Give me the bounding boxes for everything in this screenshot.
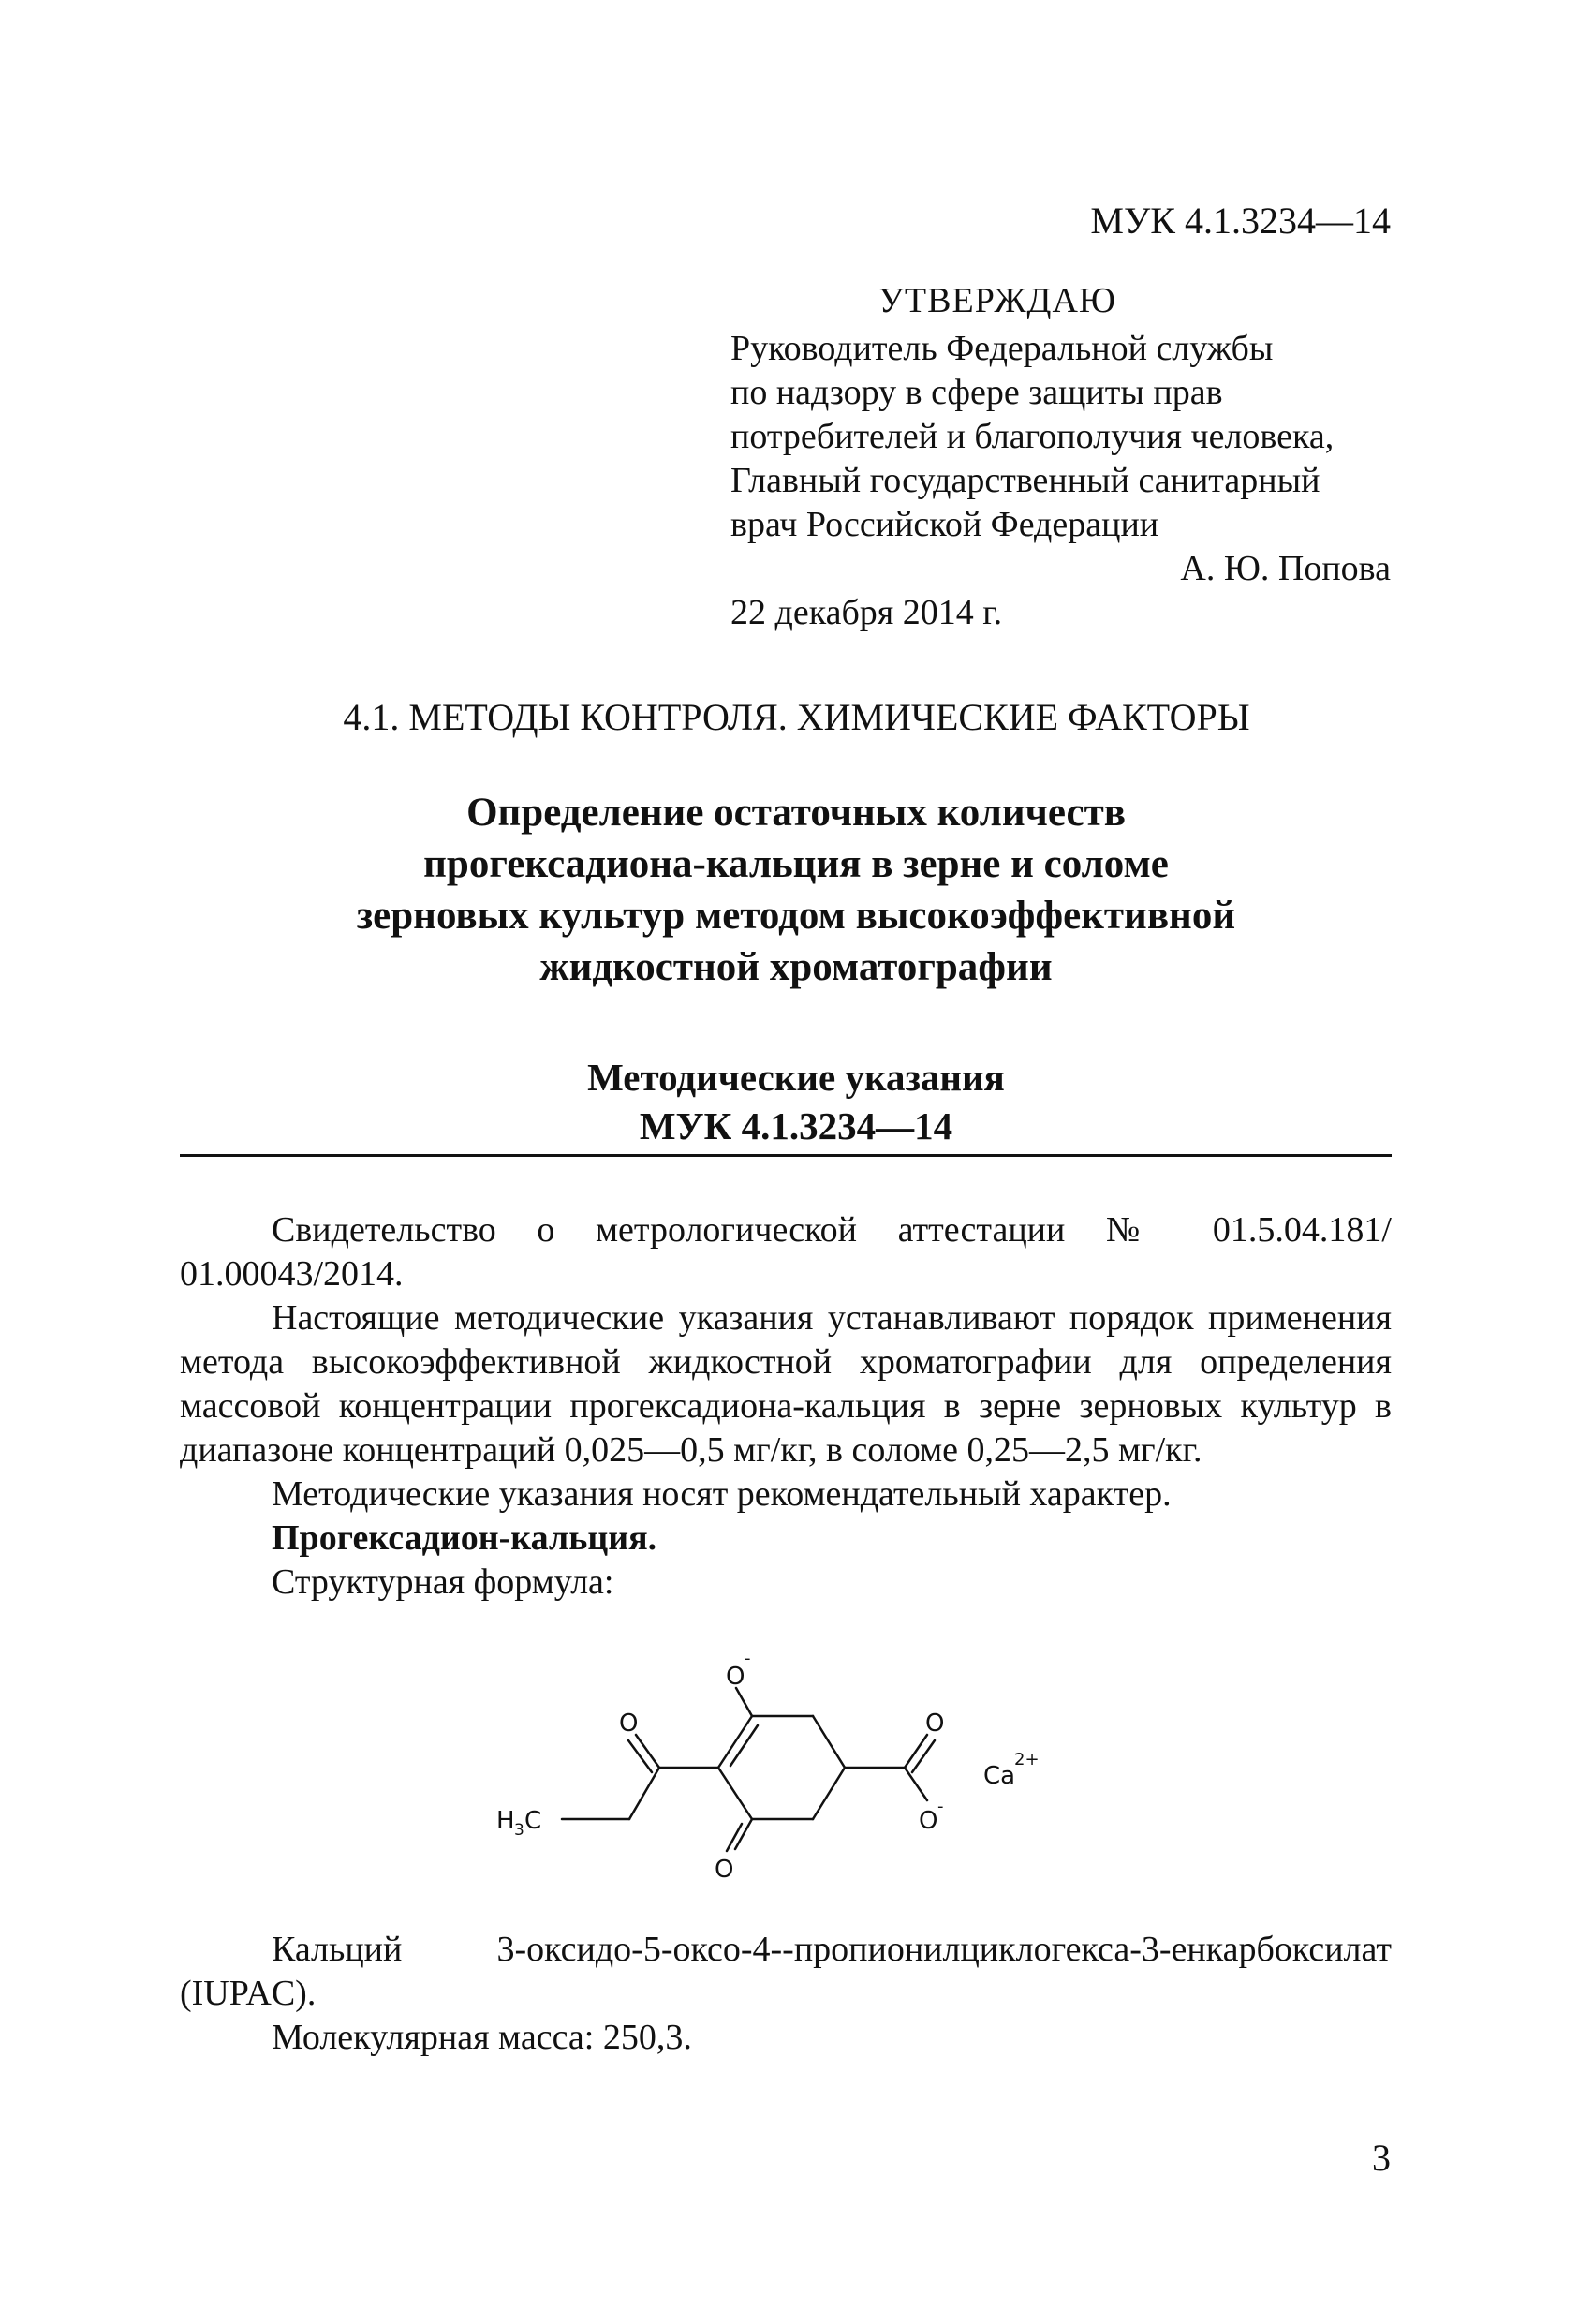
substance-name: Прогексадион-кальция. [272,1518,657,1558]
main-title-line: прогексадиона-кальция в зерне и соломе [423,842,1169,886]
recommendation-paragraph: Методические указания носят рекомендательный характер. [272,1474,1172,1514]
methyl-c: C [524,1807,542,1835]
oxygen-ring-bottom: O [715,1856,734,1884]
approval-block [730,279,1391,635]
scope-paragraph: Настоящие методические указания устанавливают порядок применения метода высокоэффективной жидкостной хроматографии для определения массовой концентрации прогексадиона-кальция в зерне зерновых культур в диапазоне концентраций 0,025—0,5 мг/кг, в соломе 0,25—2,5 мг/кг. [180,1298,1392,1470]
approval-line: Главный государственный санитарный [730,461,1320,500]
charge-minus-top: - [745,1649,751,1668]
approval-line: по надзору в сфере защиты прав [730,373,1223,412]
main-title-line: жидкостной хроматографии [539,945,1053,989]
oxygen-anion-top: O [726,1663,745,1691]
charge-minus-carboxylate: - [937,1797,944,1816]
approval-title: УТВЕРЖДАЮ [878,281,1116,320]
formula-label: Структурная формула: [272,1562,614,1602]
guide-title [169,1053,1423,1150]
body-text-after-formula [180,1928,1392,2060]
oxygen-ketone: O [619,1710,639,1738]
approval-line: Руководитель Федеральной службы [730,329,1274,368]
section-title: 4.1. МЕТОДЫ КОНТРОЛЯ. ХИМИЧЕСКИЕ ФАКТОРЫ [343,696,1250,738]
main-title [169,787,1423,993]
oxygen-carbonyl: O [925,1710,945,1738]
main-title-line: Определение остаточных количеств [466,791,1126,835]
approval-line: потребителей и благополучия человека, [730,417,1335,456]
methyl-h: H [496,1807,515,1835]
guide-title-line: Методические указания [587,1056,1005,1099]
iupac-paragraph: Кальций 3-оксидо-5-оксо-4--пропионилциклогекса-3-енкарбоксилат (IUPAC). [180,1930,1392,2013]
formula-bonds [562,1688,938,1851]
structural-formula [496,1641,1096,1922]
calcium-ion: Ca [983,1762,1016,1790]
approval-line: врач Российской Федерации [730,505,1159,544]
title-divider [180,1154,1392,1157]
guide-code: МУК 4.1.3234—14 [639,1104,953,1147]
approval-date: 22 декабря 2014 г. [730,593,1003,632]
main-title-line: зерновых культур методом высокоэффективной [356,894,1236,938]
molar-mass: Молекулярная масса: 250,3. [272,2018,692,2057]
methyl-subscript: 3 [514,1821,524,1840]
oxygen-carboxylate: O [919,1807,938,1835]
calcium-charge: 2+ [1014,1750,1040,1769]
body-text [180,1208,1392,1605]
certificate-paragraph: Свидетельство о метрологической аттестации № 01.5.04.181/ 01.00043/2014. [180,1210,1392,1294]
document-code: МУК 4.1.3234—14 [1090,200,1391,242]
page-number: 3 [1372,2137,1391,2179]
approval-signer: А. Ю. Попова [1180,549,1391,588]
